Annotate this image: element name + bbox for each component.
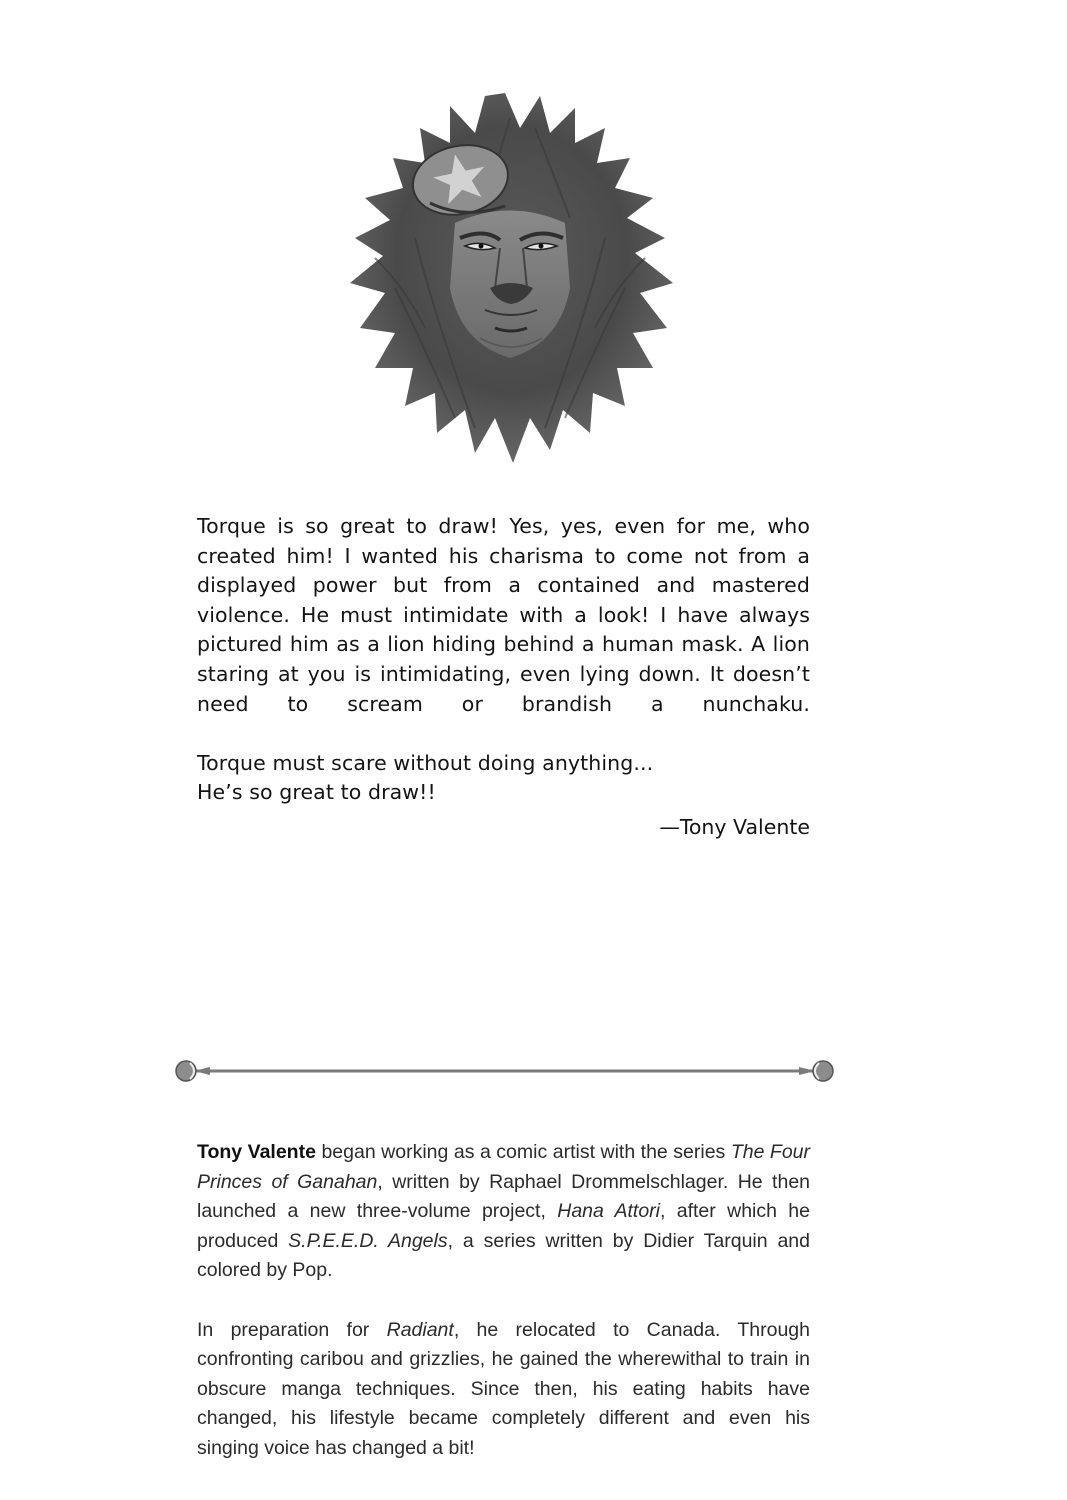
author-bio [197,1138,810,1464]
note-paragraph-2-line-2: He’s so great to draw!! [197,780,436,805]
author-name: Tony Valente [197,1141,316,1163]
note-paragraph-2-line-1: Torque must scare without doing anything... [197,750,654,775]
bio-text: , after which he produced [197,1200,810,1252]
bio-text: , he relocated to Canada. Through confronting caribou and grizzlies, he gained the wherewithal to train in obscure manga techniques. Since then, his eating habits have changed, his lifestyle became completely different and even his singing voice has changed a bit! [197,1318,810,1459]
bio-text: , written by Raphael Drommelschlager. He then launched a new three-volume project, [197,1170,811,1223]
series-title: Hana Attori [557,1200,660,1223]
ornamental-divider [172,1056,837,1086]
note-paragraph-2 [197,749,810,808]
bio-text: , a series written by Didier Tarquin and colored by Pop. [197,1229,810,1282]
series-title: The Four Princes of Ganahan [197,1141,811,1193]
bio-paragraph-2 [197,1316,810,1464]
signature: —Tony Valente [659,815,810,839]
artist-note [197,512,810,808]
lion-head-illustration [335,88,685,473]
bio-text: In preparation for [197,1318,387,1341]
series-title: S.P.E.E.D. Angels [288,1229,448,1252]
series-title: Radiant [386,1318,454,1341]
bio-text: began working as a comic artist with the series [315,1141,731,1163]
note-paragraph-1: Torque is so great to draw! Yes, yes, even for me, who created him! I wanted his charisma to come not from a displayed power but from a contained and mastered violence. He must intimidate with a look! I have always pictured him as a lion hiding behind a human mask. A lion staring at you is intimidating, even lying down. It doesn’t need to scream or brandish a nunchaku. [197,514,810,716]
bio-paragraph-1 [197,1138,810,1286]
